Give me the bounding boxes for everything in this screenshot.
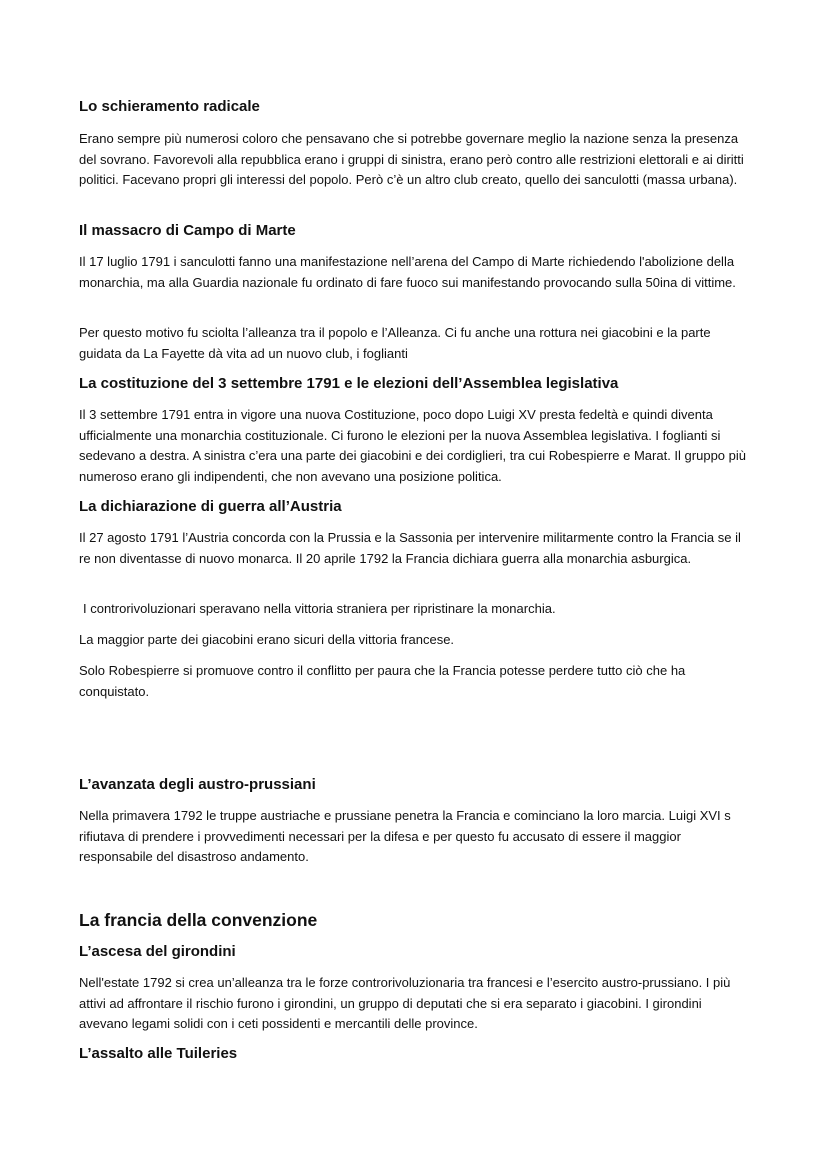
heading-costituzione-1791: La costituzione del 3 settembre 1791 e le elezioni dell’Assemblea legislativa: [79, 375, 619, 392]
heading-dichiarazione-guerra-austria: La dichiarazione di guerra all’Austria: [79, 498, 342, 515]
heading-schieramento-radicale: Lo schieramento radicale: [79, 98, 260, 115]
heading-massacro-campo-di-marte: Il massacro di Campo di Marte: [79, 222, 296, 239]
paragraph: Il 3 settembre 1791 entra in vigore una nuova Costituzione, poco dopo Luigi XV presta fedeltà e quindi diventa ufficialmente una monarchia costituzionale. Ci furono le elezioni per la nuova Assemblea legislativa. I foglianti si sedevano a destra. A sinistra c’era una parte dei giacobini e dei cordiglieri, tra cui Robespierre e Marat. Il gruppo più numeroso erano gli indipendenti, che non avevano una posizione politica.: [79, 407, 746, 484]
heading-assalto-tuileries: L’assalto alle Tuileries: [79, 1045, 238, 1062]
paragraph: Per questo motivo fu sciolta l’alleanza tra il popolo e l’Alleanza. Ci fu anche una rottura nei giacobini e la parte guidata da La Fayette dà vita ad un nuovo club, i foglianti: [79, 325, 711, 361]
paragraph: Erano sempre più numerosi coloro che pensavano che si potrebbe governare meglio la nazione senza la presenza del sovrano. Favorevoli alla repubblica erano i gruppi di sinistra, erano però contro alle restrizioni elettorali e ai diritti politici. Facevano propri gli interessi del popolo. Però c’è un altro club creato, quello dei sanculotti (massa urbana).: [79, 131, 744, 188]
paragraph: Nell'estate 1792 si crea un’alleanza tra le forze controrivoluzionaria tra francesi e l’esercito austro-prussiano. I più attivi ad affrontare il rischio furono i girondini, un gruppo di deputati che si era separato i giacobini. I girondini avevano legami solidi con i ceti possidenti e mercantili delle province.: [79, 975, 731, 1032]
heading-ascesa-girondini: L’ascesa del girondini: [79, 943, 236, 960]
paragraph: Il 17 luglio 1791 i sanculotti fanno una manifestazione nell’arena del Campo di Marte richiedendo l'abolizione della monarchia, ma alla Guardia nazionale fu ordinato di fare fuoco sui manifestando provocando sulla 50ina di vittime.: [79, 254, 736, 290]
paragraph: Solo Robespierre si promuove contro il conflitto per paura che la Francia potesse perdere tutto ciò che ha conquistato.: [79, 663, 686, 699]
paragraph: Il 27 agosto 1791 l’Austria concorda con la Prussia e la Sassonia per intervenire militarmente contro la Francia se il re non diventasse di nuovo monarca. Il 20 aprile 1792 la Francia dichiara guerra alla monarchia asburgica.: [79, 530, 741, 566]
heading-avanzata-austro-prussiani: L’avanzata degli austro-prussiani: [79, 776, 316, 793]
paragraph: I controrivoluzionari speravano nella vittoria straniera per ripristinare la monarchia.: [83, 601, 556, 616]
paragraph: Nella primavera 1792 le truppe austriache e prussiane penetra la Francia e cominciano la loro marcia. Luigi XVI s rifiutava di prendere i provvedimenti necessari per la difesa e per questo fu accusato di essere il maggior responsabile del disastroso andamento.: [79, 808, 731, 865]
paragraph: La maggior parte dei giacobini erano sicuri della vittoria francese.: [79, 632, 455, 647]
chapter-title-francia-convenzione: La francia della convenzione: [79, 910, 318, 930]
